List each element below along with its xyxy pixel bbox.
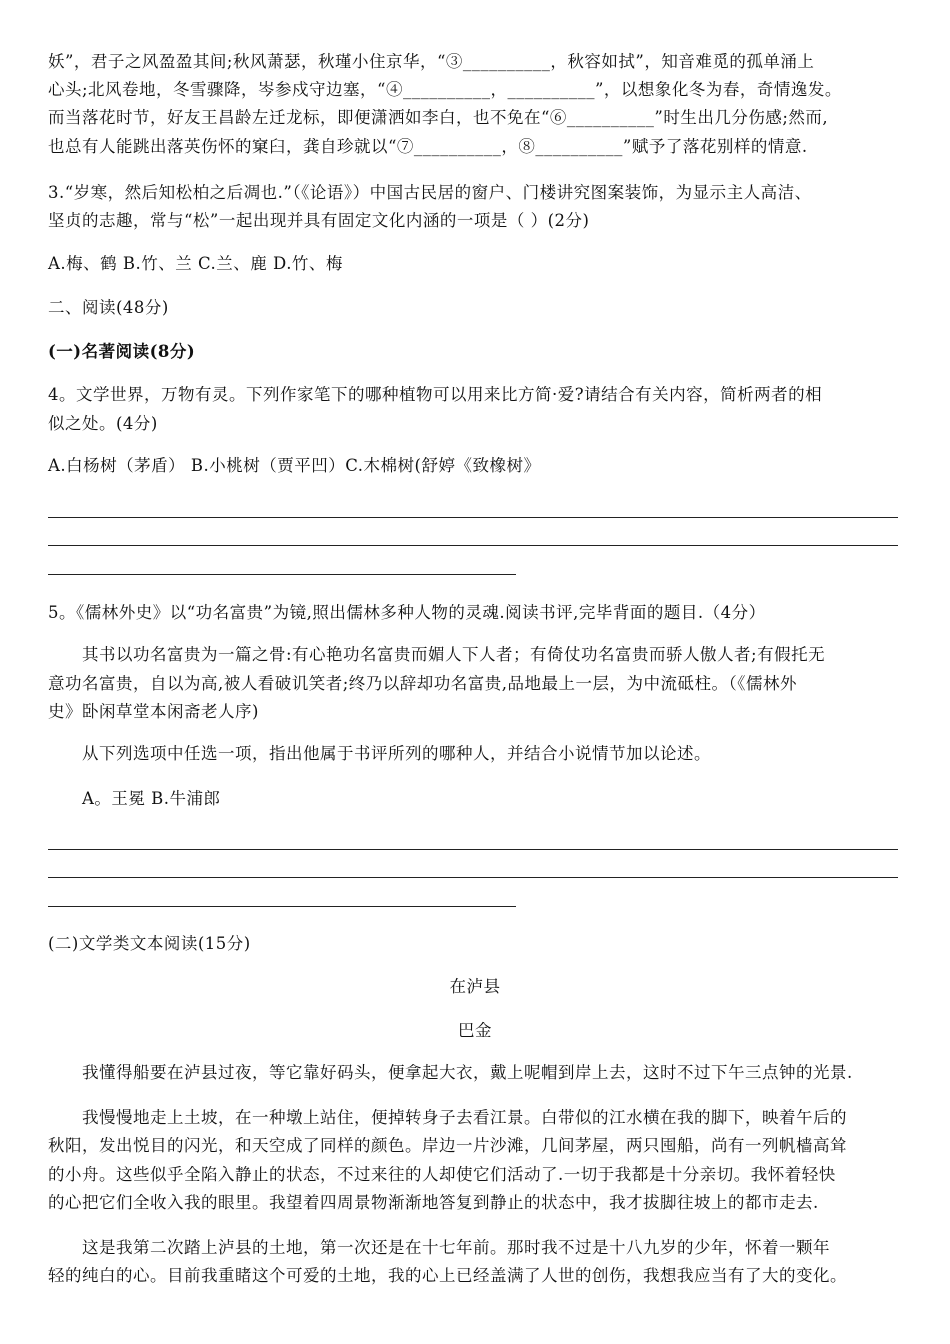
q4-options: A.白杨树（茅盾） B.小桃树（贾平凹）C.木棉树(舒婷《致橡树》 — [48, 456, 541, 475]
q3-line-2: 坚贞的志趣，常与“松”一起出现并具有固定文化内涵的一项是（ ）(2分) — [48, 211, 590, 230]
q3-line-1: 3.“岁寒，然后知松柏之后凋也.”（《论语》）中国古民居的窗户、门楼讲究图案装饰，为显示主人高洁、 — [48, 183, 812, 202]
q2-line-1: 妖”，君子之风盈盈其间;秋风萧瑟，秋瑾小住京华，“③__________，秋容如拭”，知音难觅的孤单涌上 — [48, 52, 815, 71]
q4-line-2: 似之处。(4分) — [48, 414, 158, 433]
q4-line-1: 4。文学世界，万物有灵。下列作家笔下的哪种植物可以用来比方简·爱?请结合有关内容，简析两者的相 — [48, 385, 823, 404]
answer-line — [48, 849, 898, 850]
q5-quote-line-1: 其书以功名富贵为一篇之骨:有心艳功名富贵而媚人下人者；有倚仗功名富贵而骄人傲人者;有假托无 — [82, 645, 826, 664]
q5-prompt: 从下列选项中任选一项，指出他属于书评所列的哪种人，并结合小说情节加以论述。 — [82, 744, 711, 763]
article-paragraph-3-line-1: 这是我第二次踏上泸县的土地，第一次还是在十七年前。那时我不过是十八九岁的少年，怀着一颗年 — [82, 1238, 830, 1257]
article-paragraph-3-line-2: 轻的纯白的心。目前我重睹这个可爱的土地，我的心上已经盖满了人世的创伤，我想我应当有了大的变化。 — [48, 1266, 847, 1285]
q5-quote-line-3: 史》卧闲草堂本闲斋老人序) — [48, 702, 259, 721]
q5-options: A。王冕 B.牛浦郎 — [82, 789, 221, 808]
answer-line — [48, 545, 898, 546]
answer-line — [48, 906, 516, 907]
answer-line — [48, 517, 898, 518]
article-paragraph-2-line-4: 的心把它们全收入我的眼里。我望着四周景物渐渐地答复到静止的状态中，我才拔脚往坡上的都市走去. — [48, 1193, 819, 1212]
q2-line-4: 也总有人能跳出落英伤怀的窠臼，龚自珍就以“⑦__________，⑧__________”赋予了落花别样的情意. — [48, 137, 808, 156]
q2-line-2: 心头;北风卷地，冬雪骤降，岑参戍守边塞，“④__________，__________”，以想象化冬为春，奇情逸发。 — [48, 80, 842, 99]
article-paragraph-2-line-1: 我慢慢地走上土坡，在一种墩上站住，便掉转身子去看江景。白带似的江水横在我的脚下，映着午后的 — [82, 1108, 847, 1127]
answer-line — [48, 877, 898, 878]
article-title: 在泸县 — [449, 977, 501, 996]
q3-options: A.梅、鹤 B.竹、兰 C.兰、鹿 D.竹、梅 — [48, 254, 343, 273]
q5-title: 5。《儒林外史》以“功名富贵”为镜,照出儒林多种人物的灵魂.阅读书评,完毕背面的题目.（4分） — [48, 603, 766, 622]
subsection-heading-1: (一)名著阅读(8分) — [48, 342, 196, 361]
article-author: 巴金 — [458, 1021, 492, 1040]
answer-line — [48, 574, 516, 575]
article-paragraph-1: 我懂得船要在泸县过夜，等它靠好码头，便拿起大衣，戴上呢帽到岸上去，这时不过下午三点钟的光景. — [82, 1063, 853, 1082]
q2-line-3: 而当落花时节，好友王昌龄左迁龙标，即便潇洒如李白，也不免在“⑥__________”时生出几分伤感;然而, — [48, 108, 829, 127]
article-paragraph-2-line-3: 的小舟。这些似乎全陷入静止的状态，不过来往的人却使它们活动了.一切于我都是十分亲切。我怀着轻快 — [48, 1165, 836, 1184]
subsection-heading-2: (二)文学类文本阅读(15分) — [48, 934, 251, 953]
section-heading: 二、阅读(48分) — [48, 298, 169, 317]
q5-quote-line-2: 意功名富贵，自以为高,被人看破讥笑者;终乃以辞却功名富贵,品地最上一层，为中流砥柱。（《儒林外 — [48, 674, 798, 693]
article-paragraph-2-line-2: 秋阳，发出悦目的闪光，和天空成了同样的颜色。岸边一片沙滩，几间茅屋，两只囤船，尚有一列帆樯高耸 — [48, 1136, 847, 1155]
